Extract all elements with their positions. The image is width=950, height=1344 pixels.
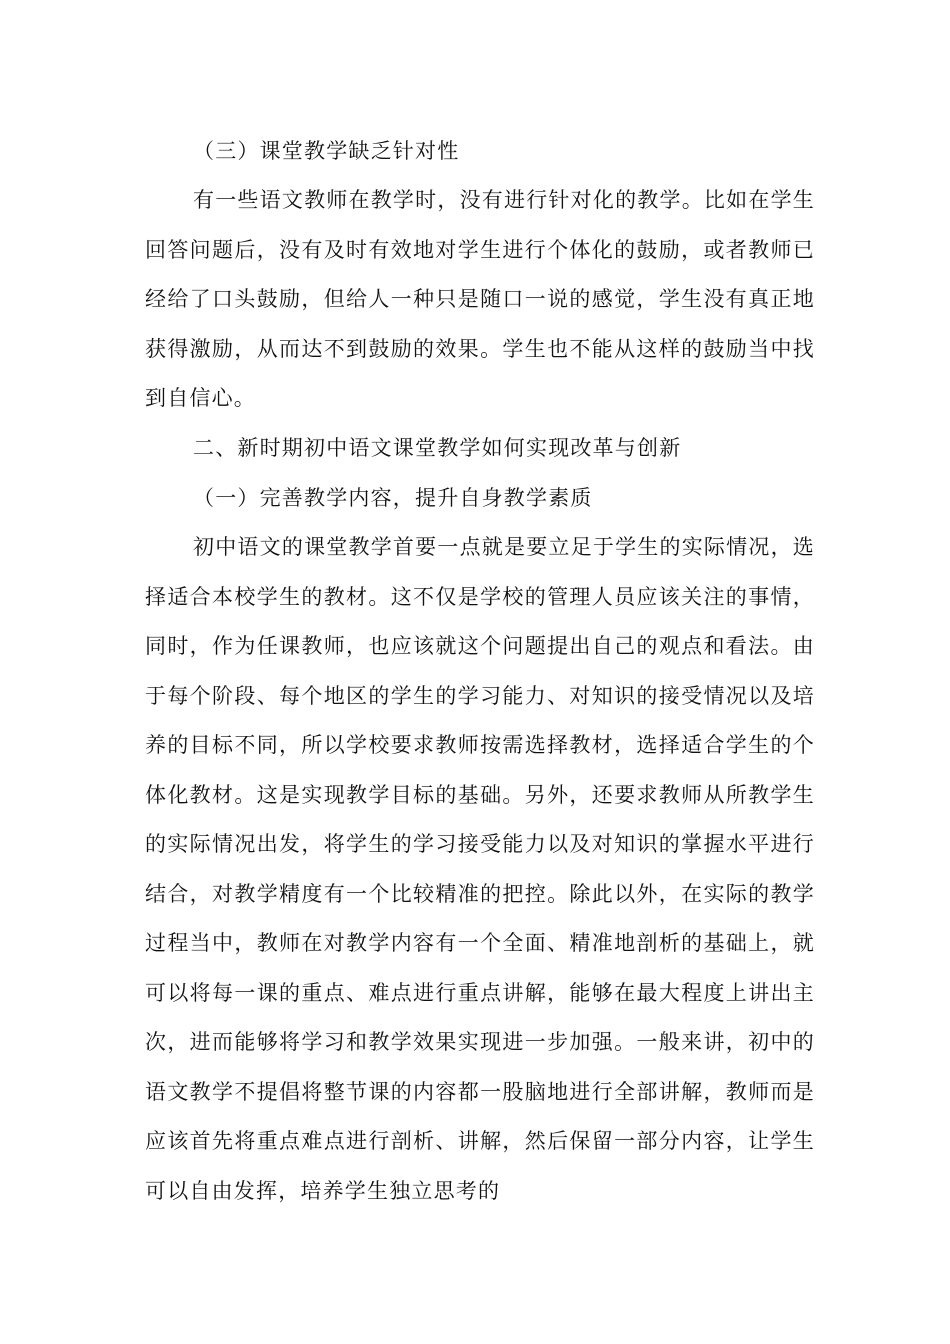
section-heading-2: 二、新时期初中语文课堂教学如何实现改革与创新 <box>193 436 682 460</box>
subsection-heading-1: （一）完善教学内容，提升自身教学素质 <box>193 486 593 510</box>
paragraph-2: 初中语文的课堂教学首要一点就是要立足于学生的实际情况，选择适合本校学生的教材。这不仅是学校的管理人员应该关注的事情，同时，作为任课教师，也应该就这个问题提出自己的观点和看法。由于每个阶段、每个地区的学生的学习能力、对知识的接受情况以及培养的目标不同，所以学校要求教师按需选择教材，选择适合学生的个体化教材。这是实现教学目标的基础。另外，还要求教师从所教学生的实际情况出发，将学生的学习接受能力以及对知识的掌握水平进行结合，对教学精度有一个比较精准的把控。除此以外，在实际的教学过程当中，教师在对教学内容有一个全面、精准地剖析的基础上，就可以将每一课的重点、难点进行重点讲解，能够在最大程度上讲出主次，进而能够将学习和教学效果实现进一步加强。一般来讲，初中的语文教学不提倡将整节课的内容都一股脑地进行全部讲解，教师而是应该首先将重点难点进行剖析、讲解，然后保留一部分内容，让学生可以自由发挥，培养学生独立思考的 <box>145 535 815 1203</box>
subsection-heading-3: （三）课堂教学缺乏针对性 <box>193 139 460 163</box>
paragraph-1: 有一些语文教师在教学时，没有进行针对化的教学。比如在学生回答问题后，没有及时有效地对学生进行个体化的鼓励，或者教师已经给了口头鼓励，但给人一种只是随口一说的感觉，学生没有真正地获得激励，从而达不到鼓励的效果。学生也不能从这样的鼓励当中找到自信心。 <box>145 188 815 410</box>
